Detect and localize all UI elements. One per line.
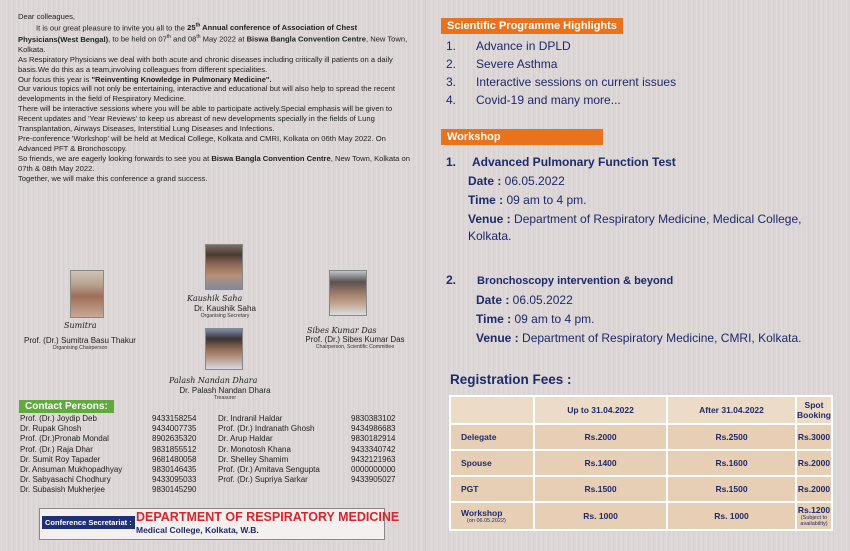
fees-spot: Rs.2000 <box>796 476 832 502</box>
contact-row <box>20 485 411 495</box>
contact-phone: 9830182914 <box>351 434 396 444</box>
greeting: Dear colleagues, <box>18 12 75 21</box>
contact-heading: Contact Persons: <box>19 400 114 413</box>
contact-name: Dr. Ansuman Mukhopadhyay <box>20 465 123 475</box>
workshop-1-date: 06.05.2022 <box>501 174 565 188</box>
registration-heading: Registration Fees : <box>450 372 572 387</box>
fees-category: Spouse <box>450 450 534 476</box>
contact-phone: 9830383102 <box>351 414 396 423</box>
secretariat-label: Conference Secretariat : <box>42 516 135 529</box>
signature-secretary: Kaushik Saha <box>187 294 243 303</box>
fees-col-0 <box>450 396 534 424</box>
role-secretary: Organising Secretary <box>200 313 250 319</box>
fees-late: Rs.1500 <box>667 476 796 502</box>
fees-early: Rs.2000 <box>534 424 667 450</box>
programme-item-number: 1. <box>446 39 457 53</box>
contact-name: Prof. (Dr.)Pronab Mondal <box>20 434 109 444</box>
secretariat-box <box>39 508 400 540</box>
contact-name: Prof. (Dr.) Raja Dhar <box>20 444 93 454</box>
programme-item-text: Advance in DPLD <box>476 39 571 53</box>
contact-name: Prof. (Dr.) Indranath Ghosh <box>218 424 315 434</box>
name-secretary: Dr. Kaushik Saha <box>194 304 256 313</box>
signature-treasurer: Palash Nandan Dhara <box>169 376 258 385</box>
fees-col-1: Up to 31.04.2022 <box>534 396 667 424</box>
fees-row <box>450 476 832 502</box>
letter-paragraph-4: Our various topics will not only be entertaining, interactive and educational but will also help to spread the recent developments in the field of Respiratory Medicine. <box>18 84 395 104</box>
signature-scientific-chair: Sibes Kumar Das <box>307 326 377 335</box>
programme-item-text: Interactive sessions on current issues <box>476 75 677 89</box>
contact-phone: 9434007735 <box>152 424 197 434</box>
fees-early: Rs.1500 <box>534 476 667 502</box>
contact-phone: 9830145290 <box>152 485 197 495</box>
fees-row <box>450 424 832 450</box>
contact-row <box>20 434 411 444</box>
fees-early: Rs.1400 <box>534 450 667 476</box>
photo-secretary <box>205 244 243 290</box>
programme-item-text: Severe Asthma <box>476 57 558 71</box>
fees-category: Workshop (on 06.05.2022) <box>450 502 534 530</box>
letter-paragraph-8: Together, we will make this conference a grand success. <box>18 173 208 183</box>
secretariat-place: Medical College, Kolkata, W.B. <box>136 525 259 535</box>
fees-col-3: Spot Booking <box>796 396 832 424</box>
contact-name: Dr. Sabyasachi Chodhury <box>20 475 111 485</box>
fees-row <box>450 502 832 530</box>
name-chairperson: Prof. (Dr.) Sumitra Basu Thakur <box>24 336 136 345</box>
fees-category: Delegate <box>450 424 534 450</box>
contact-phone: 9433158254 <box>152 414 197 423</box>
programme-item <box>446 37 676 55</box>
contact-phone: 9831855512 <box>152 444 197 454</box>
contact-phone: 9681480058 <box>152 454 197 464</box>
person-secretary <box>185 244 265 319</box>
contact-phone: 9434986683 <box>351 424 396 434</box>
workshop-2-title: Bronchoscopy intervention & beyond <box>477 275 674 287</box>
programme-list <box>446 37 676 109</box>
photo-scientific-chair <box>329 270 367 316</box>
contact-phone: 8902635320 <box>152 434 197 444</box>
programme-item <box>446 55 676 73</box>
fees-spot: Rs.1200 (Subject to availability) <box>796 502 832 530</box>
contact-phone <box>351 485 411 495</box>
workshop-1-venue: Department of Respiratory Medicine, Medical College, <box>510 212 802 226</box>
workshop-1-title: Advanced Pulmonary Function Test <box>472 155 676 169</box>
workshop-1-time: 09 am to 4 pm. <box>503 193 587 207</box>
registration-table <box>449 395 833 531</box>
workshop-item-2: 2. Bronchoscopy intervention & beyond Date : 06.05.2022 Time : 09 am to 4 pm. Venue : Department of Respiratory Medicine, CMRI, Kolkata. <box>446 273 802 345</box>
person-scientific-chair <box>295 270 415 350</box>
fees-category: PGT <box>450 476 534 502</box>
photo-chairperson <box>70 270 104 318</box>
letter-paragraph-3: Our focus this year is "Reinventing Knowledge in Pulmonary Medicine". <box>18 74 272 84</box>
invitation-letter <box>18 12 413 183</box>
fees-early: Rs. 1000 <box>534 502 667 530</box>
fold-line <box>425 0 426 551</box>
contact-phone: 9432121963 <box>351 454 396 464</box>
contact-phone: 9433905027 <box>351 475 396 485</box>
contact-table <box>20 414 411 496</box>
fees-late: Rs.1600 <box>667 450 796 476</box>
fees-spot: Rs.2000 <box>796 450 832 476</box>
contact-name: Dr. Indranil Haldar <box>218 414 283 423</box>
role-chairperson: Organising Chairperson <box>52 345 108 351</box>
contact-name: Dr. Monotosh Khana <box>218 444 291 454</box>
contact-row <box>20 455 411 465</box>
contact-phone: 0000000000 <box>351 465 396 475</box>
contact-row <box>20 445 411 455</box>
contact-name: Dr. Rupak Ghosh <box>20 424 82 434</box>
person-treasurer <box>165 328 285 401</box>
contact-name: Dr. Subasish Mukherjee <box>20 485 105 495</box>
contact-name: Prof. (Dr.) Supriya Sarkar <box>218 475 308 485</box>
fees-late: Rs.2500 <box>667 424 796 450</box>
name-scientific-chair: Prof. (Dr.) Sibes Kumar Das <box>305 335 405 344</box>
programme-item-number: 4. <box>446 93 457 107</box>
programme-item-text: Covid-19 and many more... <box>476 93 621 107</box>
contact-name: Dr. Arup Haldar <box>218 434 273 444</box>
person-chairperson <box>24 270 140 351</box>
letter-paragraph-7: So friends, we are eagerly looking forwards to see you at Biswa Bangla Convention Centre, New Town, Kolkata on 07th & 08th May 2022. <box>18 153 410 173</box>
programme-item <box>446 73 676 91</box>
contact-phone: 9433340742 <box>351 444 396 454</box>
workshop-2-time: 09 am to 4 pm. <box>511 312 595 326</box>
letter-paragraph-2: As Respiratory Physicians we deal with both acute and chronic diseases including critically ill patients on a daily basis.We do this as a team,involving colleagues from different specialities. <box>18 54 393 74</box>
contact-name: Dr. Shelley Shamim <box>218 454 289 464</box>
letter-paragraph-6: Pre-conference 'Workshop' will be held at Medical College, Kolkata and CMRI, Kolkata on 06th May 2022. On Advanced PFT & Bronchoscopy. <box>18 133 386 153</box>
programme-heading: Scientific Programme Highlights <box>441 18 623 34</box>
signature-chairperson: Sumitra <box>64 321 97 330</box>
programme-item-number: 2. <box>446 57 457 71</box>
role-scientific-chair: Chairperson, Scientific Committee <box>315 344 395 350</box>
contact-row <box>20 465 411 475</box>
photo-treasurer <box>205 328 243 370</box>
contact-row <box>20 475 411 485</box>
fees-row <box>450 450 832 476</box>
role-treasurer: Treasurer <box>213 395 237 401</box>
letter-paragraph-5: There will be interactive sessions where you will be able to participate actively.Special emphasis will be given to Recent updates and 'Year Reviews' to keep us abreast of new developments specially in the fields of Lung Transplantation, Airways Diseases, Interstitial Lung Diseases and Infections. <box>18 104 393 134</box>
workshop-1-venue-2: Kolkata. <box>468 229 512 243</box>
workshop-item-1: 1. Advanced Pulmonary Function Test Date : 06.05.2022 Time : 09 am to 4 pm. Venue : Department of Respiratory Medicine, Medical College, Kolkata. <box>446 153 841 243</box>
contact-row <box>20 414 411 424</box>
contact-row <box>20 424 411 434</box>
workshop-heading: Workshop <box>441 129 603 145</box>
workshop-2-venue: Department of Respiratory Medicine, CMRI, Kolkata. <box>518 331 802 345</box>
letter-paragraph-1: It is our great pleasure to invite you all to the 25th Annual conference of Association of Chest Physicians(West Bengal), to be held on 07th and 08th May 2022 at Biswa Bangla Convention Centre, New Town, Kolkata. <box>18 22 408 54</box>
contact-name: Dr. Sumit Roy Tapader <box>20 454 101 464</box>
contact-phone: 9830146435 <box>152 465 197 475</box>
contact-phone: 9433095033 <box>152 475 197 485</box>
programme-item-number: 3. <box>446 75 457 89</box>
contact-name: Prof. (Dr.) Joydip Deb <box>20 414 97 423</box>
contact-name <box>218 485 351 495</box>
contact-name: Prof. (Dr.) Amitava Sengupta <box>218 465 320 475</box>
fees-spot: Rs.3000 <box>796 424 832 450</box>
name-treasurer: Dr. Palash Nandan Dhara <box>179 386 271 395</box>
fees-late: Rs. 1000 <box>667 502 796 530</box>
fees-col-2: After 31.04.2022 <box>667 396 796 424</box>
workshop-2-date: 06.05.2022 <box>509 293 573 307</box>
secretariat-dept: DEPARTMENT OF RESPIRATORY MEDICINE <box>136 510 400 524</box>
programme-item <box>446 91 676 109</box>
